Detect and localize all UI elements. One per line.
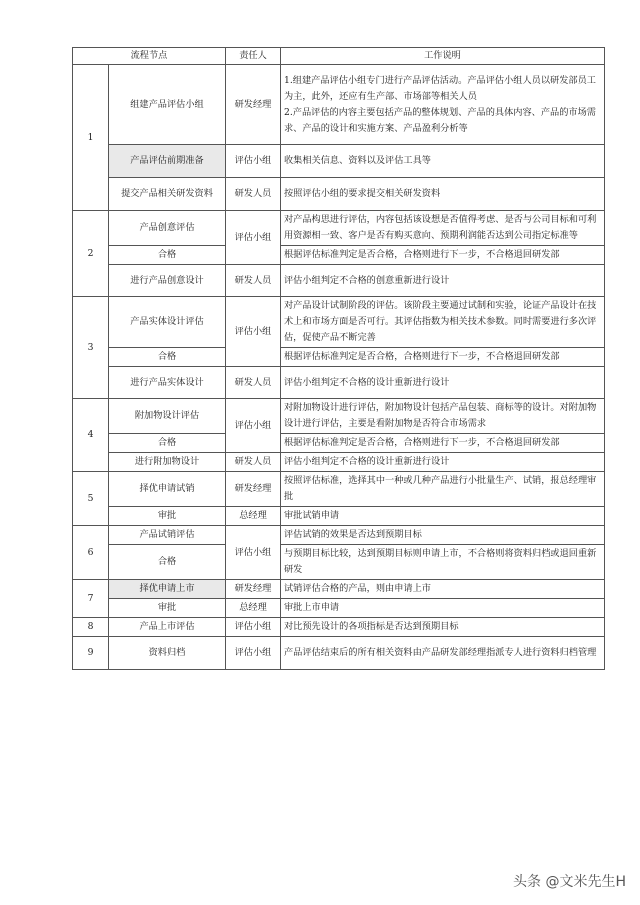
owner: 评估小组 — [226, 399, 281, 453]
owner: 研发人员 — [226, 265, 281, 297]
table-row — [73, 545, 605, 580]
table-row — [73, 65, 605, 145]
owner: 研发人员 — [226, 453, 281, 472]
step-number: 2 — [73, 211, 109, 297]
step-name: 组建产品评估小组 — [109, 65, 226, 145]
table-row — [73, 348, 605, 367]
step-name: 资料归档 — [109, 637, 226, 670]
step-name: 附加物设计评估 — [109, 399, 226, 434]
step-name: 合格 — [109, 348, 226, 367]
step-name: 产品创意评估 — [109, 211, 226, 246]
description: 试销评估合格的产品，则由申请上市 — [281, 580, 605, 599]
table-row — [73, 434, 605, 453]
description: 审批上市申请 — [281, 599, 605, 618]
owner: 总经理 — [226, 599, 281, 618]
owner: 研发人员 — [226, 367, 281, 399]
step-name: 产品试销评估 — [109, 526, 226, 545]
step-number: 6 — [73, 526, 109, 580]
description: 评估小组判定不合格的创意重新进行设计 — [281, 265, 605, 297]
table-row — [73, 265, 605, 297]
description: 对比预先设计的各项指标是否达到预期目标 — [281, 618, 605, 637]
description: 产品评估结束后的所有相关资料由产品研发部经理指派专人进行资料归档管理 — [281, 637, 605, 670]
step-number: 9 — [73, 637, 109, 670]
description: 根据评估标准判定是否合格，合格则进行下一步，不合格退回研发部 — [281, 434, 605, 453]
description: 评估试销的效果是否达到预期目标 — [281, 526, 605, 545]
step-name: 择优申请试销 — [109, 472, 226, 507]
description: 对附加物设计进行评估，附加物设计包括产品包装、商标等的设计。对附加物设计进行评估，主要是看附加物是否符合市场需求 — [281, 399, 605, 434]
step-number: 4 — [73, 399, 109, 472]
step-name: 合格 — [109, 434, 226, 453]
step-number: 7 — [73, 580, 109, 618]
step-name: 审批 — [109, 507, 226, 526]
table-row — [73, 399, 605, 434]
step-name: 提交产品相关研发资料 — [109, 178, 226, 211]
owner: 评估小组 — [226, 526, 281, 580]
header-step: 流程节点 — [73, 48, 226, 65]
table-row — [73, 618, 605, 637]
table-row — [73, 453, 605, 472]
owner: 研发经理 — [226, 580, 281, 599]
step-name: 进行附加物设计 — [109, 453, 226, 472]
step-name: 产品实体设计评估 — [109, 297, 226, 348]
description: 收集相关信息、资料以及评估工具等 — [281, 145, 605, 178]
step-name: 产品评估前期准备 — [109, 145, 226, 178]
step-name: 进行产品创意设计 — [109, 265, 226, 297]
description: 评估小组判定不合格的设计重新进行设计 — [281, 367, 605, 399]
description: 对产品设计试制阶段的评估。该阶段主要通过试制和实验，论证产品设计在技术上和市场方面是否可行。其评估指数为相关技术参数。同时需要进行多次评估，促使产品不断完善 — [281, 297, 605, 348]
step-name: 产品上市评估 — [109, 618, 226, 637]
step-name: 择优申请上市 — [109, 580, 226, 599]
description: 根据评估标准判定是否合格，合格则进行下一步，不合格退回研发部 — [281, 348, 605, 367]
table-row — [73, 472, 605, 507]
owner: 评估小组 — [226, 145, 281, 178]
step-number: 8 — [73, 618, 109, 637]
description: 审批试销申请 — [281, 507, 605, 526]
owner: 总经理 — [226, 507, 281, 526]
watermark: 头条 @文米先生H — [513, 874, 626, 890]
table-row — [73, 211, 605, 246]
step-number: 3 — [73, 297, 109, 399]
table-header-row — [73, 48, 605, 65]
description: 1.组建产品评估小组专门进行产品评估活动。产品评估小组人员以研发部员工为主，此外，还应有生产部、市场部等相关人员 2.产品评估的内容主要包括产品的整体规划、产品的具体内容、产品的市场需求、产品的设计和实施方案、产品盈利分析等 — [281, 65, 605, 145]
step-name: 合格 — [109, 246, 226, 265]
owner: 研发人员 — [226, 178, 281, 211]
table-row — [73, 367, 605, 399]
step-name: 进行产品实体设计 — [109, 367, 226, 399]
table-row — [73, 145, 605, 178]
description: 与预期目标比较，达到预期目标则申请上市，不合格则将资料归档或退回重新研发 — [281, 545, 605, 580]
table-row — [73, 637, 605, 670]
description: 按照评估小组的要求提交相关研发资料 — [281, 178, 605, 211]
description: 对产品构思进行评估，内容包括该设想是否值得考虑、是否与公司目标和可利用资源相一致、客户是否有购买意向、预期利润能否达到公司指定标准等 — [281, 211, 605, 246]
owner: 研发经理 — [226, 65, 281, 145]
header-owner: 责任人 — [226, 48, 281, 65]
table-row — [73, 526, 605, 545]
step-name: 审批 — [109, 599, 226, 618]
owner: 评估小组 — [226, 618, 281, 637]
step-number: 1 — [73, 65, 109, 211]
table-row — [73, 178, 605, 211]
owner: 评估小组 — [226, 637, 281, 670]
table-row — [73, 246, 605, 265]
table-row — [73, 507, 605, 526]
description: 按照评估标准，选择其中一种或几种产品进行小批量生产、试销，报总经理审批 — [281, 472, 605, 507]
table-row — [73, 599, 605, 618]
header-desc: 工作说明 — [281, 48, 605, 65]
step-number: 5 — [73, 472, 109, 526]
description: 评估小组判定不合格的设计重新进行设计 — [281, 453, 605, 472]
description: 根据评估标准判定是否合格，合格则进行下一步，不合格退回研发部 — [281, 246, 605, 265]
table-row — [73, 297, 605, 348]
owner: 研发经理 — [226, 472, 281, 507]
step-name: 合格 — [109, 545, 226, 580]
process-table — [72, 47, 605, 670]
owner: 评估小组 — [226, 211, 281, 265]
owner: 评估小组 — [226, 297, 281, 367]
table-row — [73, 580, 605, 599]
